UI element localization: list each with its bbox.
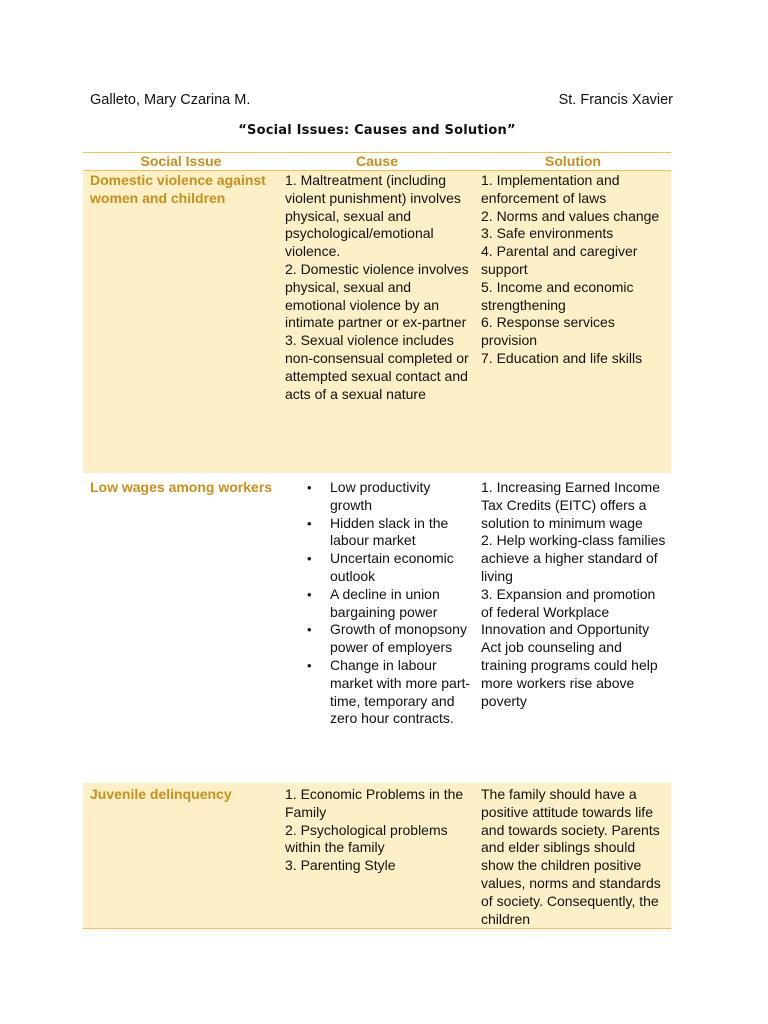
- list-item: • A decline in union bargaining power: [329, 586, 471, 622]
- cause-bullet-list: [285, 479, 471, 728]
- solution-cell: [475, 783, 671, 929]
- column-header-social-issue: Social Issue: [83, 153, 279, 171]
- solution-text: 1. Increasing Earned Income Tax Credits (EITC) offers a solution to minimum wage 2. Help working-class families achieve a higher standard of living 3. Expansion and promotion of federal Workplace Innovation and Opportunity Act job counseling and training programs could help more workers rise above poverty: [481, 479, 666, 709]
- table-row: [83, 473, 671, 783]
- list-item: • Low productivity growth: [329, 479, 471, 515]
- author-name: Galleto, Mary Czarina M.: [90, 92, 251, 108]
- solution-text: The family should have a positive attitude towards life and towards society. Parents and elder siblings should show the children positive values, norms and standards of society. Consequently, the children: [481, 786, 665, 927]
- school-name: St. Francis Xavier: [558, 92, 673, 108]
- list-item: • Hidden slack in the labour market: [329, 515, 471, 551]
- list-item: • Growth of monopsony power of employers: [329, 621, 471, 657]
- cause-cell: [279, 473, 475, 783]
- column-header-solution: Solution: [475, 153, 671, 171]
- issue-cell: Juvenile delinquency: [83, 783, 279, 929]
- table-row: [83, 171, 671, 474]
- list-item: • Change in labour market with more part-time, temporary and zero hour contracts.: [329, 657, 471, 728]
- column-header-cause: Cause: [279, 153, 475, 171]
- issue-cell: Low wages among workers: [90, 479, 273, 495]
- document-title: “Social Issues: Causes and Solution”: [238, 123, 516, 138]
- solution-cell: [475, 473, 671, 783]
- document-header: [90, 92, 673, 112]
- issue-cell: Domestic violence against women and children: [83, 171, 279, 474]
- solution-text: 1. Implementation and enforcement of laws 2. Norms and values change 3. Safe environments 4. Parental and caregiver support 5. Income and economic strengthening 6. Response services provision 7. Education and life skills: [481, 172, 660, 366]
- cause-text: 1. Economic Problems in the Family 2. Psychological problems within the family 3. Parenting Style: [285, 786, 464, 874]
- cause-cell: [279, 171, 475, 474]
- solution-cell: [475, 171, 671, 474]
- social-issues-table: [83, 152, 671, 929]
- cause-cell: [279, 783, 475, 929]
- table-row: [83, 783, 671, 929]
- cause-text: 1. Maltreatment (including violent punishment) involves physical, sexual and psychological/emotional violence. 2. Domestic violence involves physical, sexual and emotional violence by an intimate partner or ex-partner 3. Sexual violence includes non-consensual completed or attempted sexual contact and acts of a sexual nature: [285, 172, 469, 402]
- list-item: • Uncertain economic outlook: [329, 550, 471, 586]
- table-header-row: [83, 153, 671, 171]
